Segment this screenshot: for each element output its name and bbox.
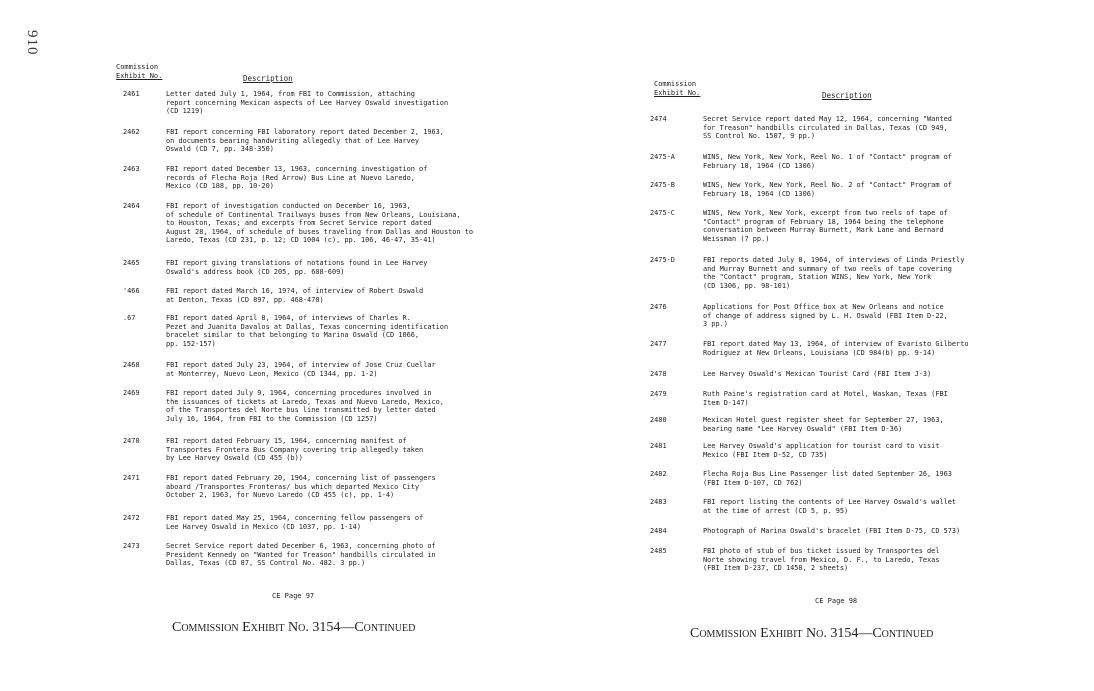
exhibit-number: 2473: [123, 542, 140, 550]
right-description-header: Description: [822, 91, 872, 100]
exhibit-description: Letter dated July 1, 1964, from FBI to Commission, attaching report concerning Mexican aspects of Lee Harvey Oswald investigation (CD 1219): [166, 90, 449, 116]
exhibit-description: FBI report giving translations of notations found in Lee Harvey Oswald's address book (CD 205, pp. 608-609): [166, 259, 428, 276]
exhibit-number: 2471: [123, 474, 140, 482]
left-ce-page: CE Page 97: [272, 592, 315, 600]
exhibit-description: FBI report listing the contents of Lee Harvey Oswald's wallet at the time of arrest (CD 5, p. 95): [703, 498, 957, 515]
exhibit-number: 2482: [650, 470, 667, 478]
exhibit-number: 2463: [123, 165, 140, 173]
exhibit-description: FBI report concerning FBI laboratory report dated December 2, 1963, on documents bearing handwriting allegedly that of Lee Harvey Oswald (CD 7, pp. 348-350): [166, 128, 444, 154]
exhibit-number: 2469: [123, 389, 140, 397]
exhibit-description: Flecha Roja Bus Line Passenger list dated September 26, 1963 (FBI Item D-107, CD 762): [703, 470, 952, 487]
exhibit-number: 2476: [650, 303, 667, 311]
left-exhibit-column-header: [116, 63, 162, 81]
exhibit-number: 2474: [650, 115, 667, 123]
exhibit-description: Lee Harvey Oswald's Mexican Tourist Card (FBI Item J-3): [703, 370, 932, 378]
left-description-header: Description: [243, 74, 293, 83]
exhibit-number: 2475-D: [650, 256, 675, 264]
exhibit-number: 2485: [650, 547, 667, 555]
exhibit-number: 2468: [123, 361, 140, 369]
exhibit-description: Ruth Paine's registration card at Motel, Waskan, Texas (FBI Item D-147): [703, 390, 948, 407]
exhibit-description: FBI report dated February 15, 1964, concerning manifest of Transportes Frontera Bus Company covering trip allegedly taken by Lee Harvey Oswald (CD 455 (b)): [166, 437, 424, 463]
exhibit-description: Mexican Hotel guest register sheet for September 27, 1963, bearing name "Lee Harvey Oswald" (FBI Item D-36): [703, 416, 944, 433]
exhibit-number: 2462: [123, 128, 140, 136]
exhibit-description: FBI report dated April 8, 1964, of interviews of Charles R. Pezet and Juanita Davalos at Dallas, Texas concerning identification bracelet similar to that belonging to Marina Oswald (CD 1066, pp. 152-157): [166, 314, 449, 348]
right-ce-page: CE Page 98: [815, 597, 858, 605]
right-exhibit-column-header: [654, 80, 700, 98]
exhibit-number: 2465: [123, 259, 140, 267]
exhibit-number: 2464: [123, 202, 140, 210]
right-caption: Commission Exhibit No. 3154—Continued: [690, 626, 934, 641]
exhibit-description: FBI report dated December 13, 1963, concerning investigation of records of Flecha Roja (Red Arrow) Bus Line at Nuevo Laredo, Mexico (CD 188, pp. 10-20): [166, 165, 428, 191]
exhibit-number: '466: [123, 287, 140, 295]
exhibit-description: FBI report of investigation conducted on December 16, 1963, of schedule of Continental Trailways buses from New Orleans, Louisiana, to Houston, Texas; and excerpts from Secret Service report dated August 28, 1964, of schedule of buses traveling from Dallas and Houston to Laredo, Texas (CD 231, p. 12; CD 1004 (c), pp. 106, 46-47, 35-41): [166, 202, 473, 245]
exhibit-description: FBI report dated February 20, 1964, concerning list of passengers aboard /Transportes Fronteras/ bus which departed Mexico City October 2, 1963, for Nuevo Laredo (CD 455 (c), pp. 1-4): [166, 474, 436, 500]
exhibit-description: Secret Service report dated December 6, 1963, concerning photo of President Kennedy on "Wanted for Treason" handbills circulated in Dallas, Texas (CD 87, SS Control No. 482. 3 pp.): [166, 542, 436, 568]
exhibit-number: 2483: [650, 498, 667, 506]
left-header-line2: Exhibit No.: [116, 72, 163, 80]
exhibit-description: FBI report dated March 16, 19?4, of interview of Robert Oswald at Denton, Texas (CD 897, pp. 468-470): [166, 287, 424, 304]
exhibit-number: 2479: [650, 390, 667, 398]
left-header-line1: Commission: [116, 63, 159, 71]
exhibit-description: WINS, New York, New York, excerpt from two reels of tape of "Contact" program of February 18, 1964 being the telephone conversation between Murray Burnett, Mark Lane and Bernard Weissman (7 pp.): [703, 209, 948, 243]
exhibit-number: 2475-B: [650, 181, 675, 189]
exhibit-description: FBI reports dated July 8, 1964, of interviews of Linda Priestly and Murray Burnett and summary of two reels of tape covering the "Contact" program, Station WINS, New York, New York (CD 1306, pp. 98-101): [703, 256, 965, 290]
exhibit-description: Secret Service report dated May 12, 1964, concerning "Wanted for Treason" handbills circulated in Dallas, Texas (CD 949, SS Control No. 1507, 9 pp.): [703, 115, 952, 141]
exhibit-number: 2470: [123, 437, 140, 445]
left-caption: Commission Exhibit No. 3154—Continued: [172, 620, 416, 635]
exhibit-description: WINS, New York, New York, Reel No. 2 of "Contact" Program of February 18, 1964 (CD 1306): [703, 181, 952, 198]
exhibit-number: 2481: [650, 442, 667, 450]
exhibit-number: 2461: [123, 90, 140, 98]
right-header-line2: Exhibit No.: [654, 89, 701, 97]
exhibit-number: 2475-A: [650, 153, 675, 161]
exhibit-description: FBI report dated May 25, 1964, concerning fellow passengers of Lee Harvey Oswald in Mexico (CD 1037, pp. 1-14): [166, 514, 424, 531]
right-header-line1: Commission: [654, 80, 697, 88]
exhibit-description: FBI report dated July 23, 1964, of interview of Jose Cruz Cuellar at Monterrey, Nuevo Leon, Mexico (CD 1344, pp. 1-2): [166, 361, 436, 378]
exhibit-description: Lee Harvey Oswald's application for tourist card to visit Mexico (FBI Item D-52, CD 735): [703, 442, 940, 459]
exhibit-description: FBI report dated May 13, 1964, of interview of Evaristo Gilberto Rodriguez at New Orleans, Louisiana (CD 984(b) pp. 9-14): [703, 340, 969, 357]
exhibit-number: .67: [123, 314, 136, 322]
exhibit-description: Photograph of Marina Oswald's bracelet (FBI Item D-75, CD 573): [703, 527, 961, 535]
exhibit-number: 2480: [650, 416, 667, 424]
exhibit-description: FBI photo of stub of bus ticket issued by Transportes del Norte showing travel from Mexico, D. F., to Laredo, Texas (FBI Item D-237, CD 1458, 2 sheets): [703, 547, 940, 573]
exhibit-description: WINS, New York, New York, Reel No. 1 of "Contact" program of February 18, 1964 (CD 1306): [703, 153, 952, 170]
exhibit-number: 2484: [650, 527, 667, 535]
exhibit-number: 2472: [123, 514, 140, 522]
exhibit-number: 2477: [650, 340, 667, 348]
exhibit-number: 2478: [650, 370, 667, 378]
exhibit-description: Applications for Post Office box at New Orleans and notice of change of address signed by L. H. Oswald (FBI Item D-22, 3 pp.): [703, 303, 948, 329]
exhibit-description: FBI report dated July 9, 1964, concerning procedures involved in the issuances of tickets at Laredo, Texas and Nuevo Laredo, Mexico, of the Transportes del Norte bus line transmitted by letter dated July 16, 1964, from FBI to the Commission (CD 1257): [166, 389, 444, 423]
exhibit-number: 2475-C: [650, 209, 675, 217]
page-number: 910: [24, 30, 40, 56]
